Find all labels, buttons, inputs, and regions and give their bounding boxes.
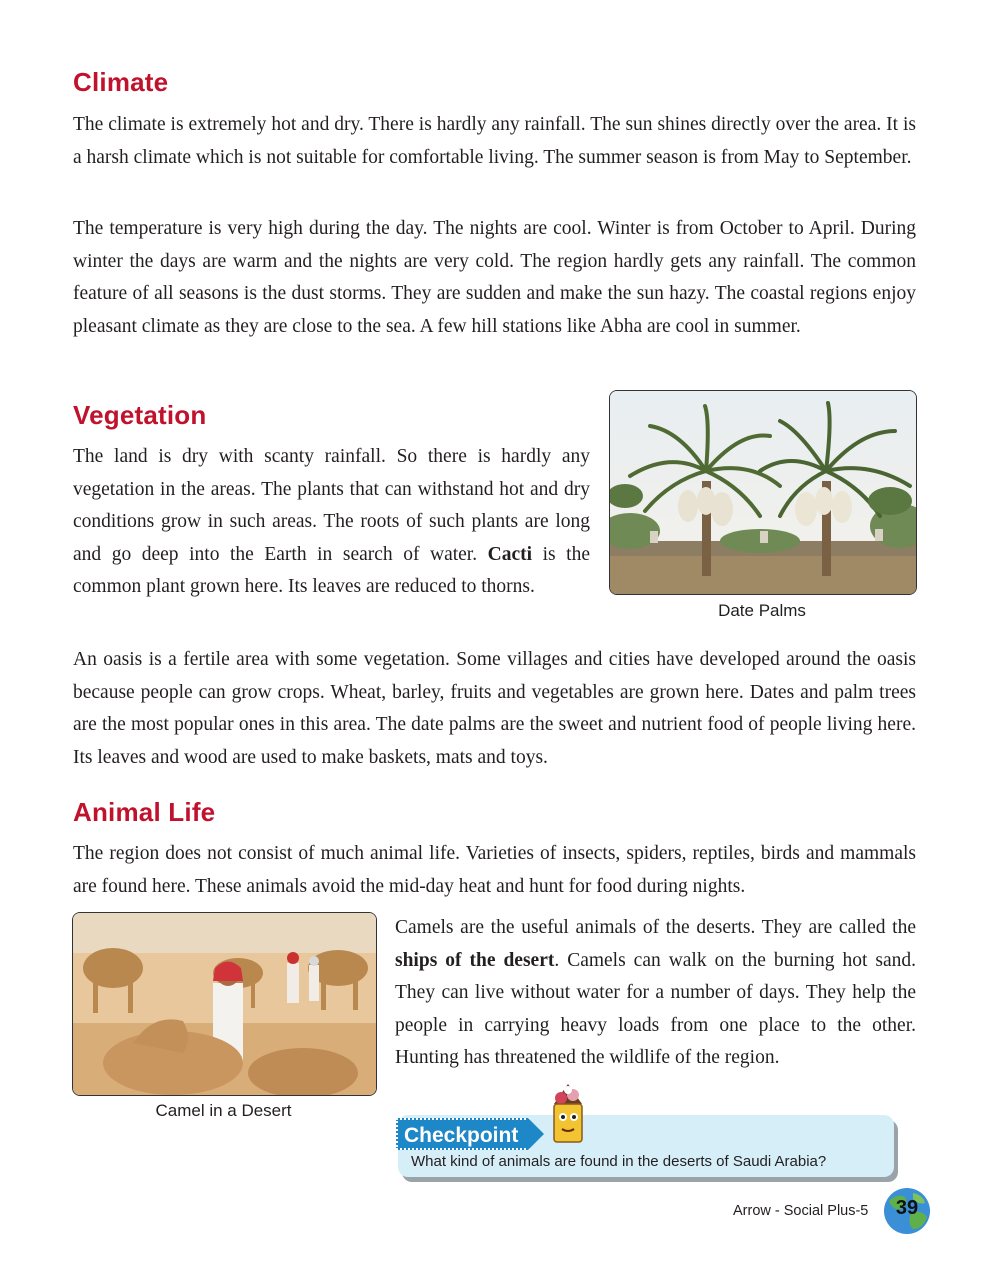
vegetation-paragraph-1: The land is dry with scanty rainfall. So there is hardly any vegetation in the areas. The plants that can withstand hot and dry conditions grow in such areas. The roots of such plants are long and go deep into the Earth in search of water. Cacti is the common plant grown here. Its leaves are reduced to thorns. bbox=[73, 446, 590, 597]
mascot-icon bbox=[549, 1082, 587, 1146]
animal-life-heading: Animal Life bbox=[73, 797, 216, 827]
checkpoint-arrow bbox=[528, 1118, 544, 1150]
animal-life-paragraph-2: Camels are the useful animals of the deserts. They are called the ships of the desert. Camels can walk on the burning hot sand. They can live without water for a number of days. They help the people in carrying heavy loads from one place to the other. Hunting has threatened the wildlife of the region. bbox=[395, 917, 916, 1068]
climate-paragraph-1: The climate is extremely hot and dry. There is hardly any rainfall. The sun shines directly over the area. It is a harsh climate which is not suitable for comfortable living. The summer season is from May to September. bbox=[73, 114, 916, 168]
camel-caption: Camel in a Desert bbox=[155, 1101, 292, 1120]
vegetation-paragraph-2: An oasis is a fertile area with some vegetation. Some villages and cities have developed around the oasis because people can grow crops. Wheat, barley, fruits and vegetables are grown here. Dates and palm trees are the most popular ones in this area. The date palms are the sweet and nutrient food of people living here. Its leaves and wood are used to make baskets, mats and toys. bbox=[73, 649, 916, 768]
climate-heading: Climate bbox=[73, 67, 169, 97]
climate-paragraph-2: The temperature is very high during the day. The nights are cool. Winter is from October to April. During winter the days are warm and the nights are very cold. The region hardly gets any rainfall. The common feature of all seasons is the dust storms. They are sudden and make the sun hazy. The coastal regions enjoy pleasant climate as they are close to the sea. A few hill stations like Abha are cool in summer. bbox=[73, 218, 916, 337]
page-number: 39 bbox=[895, 1197, 919, 1219]
cacti-term: Cacti bbox=[487, 543, 533, 565]
checkpoint-question: What kind of animals are found in the deserts of Saudi Arabia? bbox=[411, 1153, 827, 1170]
date-palms-caption: Date Palms bbox=[718, 601, 806, 620]
ships-of-desert-term: ships of the desert bbox=[395, 949, 555, 971]
checkpoint-label: Checkpoint bbox=[396, 1118, 530, 1150]
vegetation-heading: Vegetation bbox=[73, 400, 207, 430]
footer-book-title: Arrow - Social Plus-5 bbox=[733, 1203, 869, 1219]
camel-image bbox=[72, 912, 377, 1096]
animal-life-paragraph-1: The region does not consist of much animal life. Varieties of insects, spiders, reptiles, birds and mammals are found here. These animals avoid the mid-day heat and hunt for food during nights. bbox=[73, 843, 916, 897]
date-palms-image bbox=[609, 390, 917, 595]
